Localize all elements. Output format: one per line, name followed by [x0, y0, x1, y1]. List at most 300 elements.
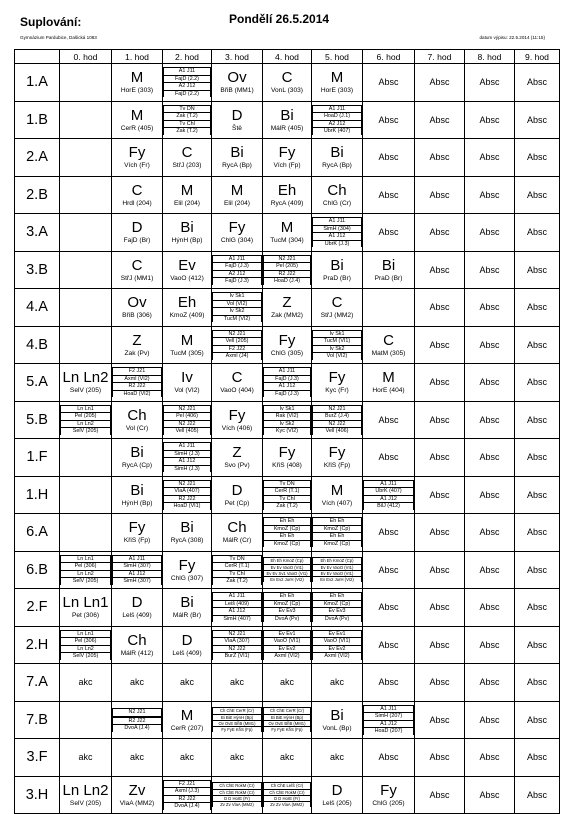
teacher-room-label: KřiS (408) — [272, 462, 302, 470]
split-lesson-cell — [163, 64, 212, 102]
teacher-room-label: VlaA (MM2) — [119, 799, 155, 807]
group-line: Ln Ln1 — [61, 405, 111, 413]
status-cell: Absc — [415, 401, 465, 439]
table-row — [15, 514, 560, 552]
subject-label: M — [180, 331, 194, 349]
group-line: CerR (T.1) — [213, 563, 262, 571]
group-line: ŠimH (407) — [213, 615, 262, 622]
lesson-cell — [212, 364, 263, 402]
table-row — [15, 101, 560, 139]
group-split — [312, 630, 362, 660]
status-cell: Absc — [465, 401, 515, 439]
group-line: Zak (T.2) — [264, 503, 311, 510]
group-line: Ev Ev VaoO (VI1) — [264, 564, 311, 570]
group-line: R2 J22 — [264, 270, 311, 278]
split-lesson-cell — [212, 251, 263, 289]
split-lesson-cell — [212, 589, 263, 627]
teacher-room-label: MálR (Cr) — [222, 537, 252, 545]
split-lesson-cell — [163, 101, 212, 139]
split-lesson-cell — [363, 701, 415, 739]
status-cell: akc — [212, 739, 263, 777]
teacher-room-label: Pet (Cp) — [224, 499, 250, 507]
group-line: HoaD (J.4) — [264, 278, 311, 285]
teacher-room-label: BřiB (MM1) — [220, 87, 254, 95]
split-lesson-cell — [312, 214, 363, 252]
split-lesson-cell — [212, 776, 263, 814]
group-line: Iv Sk1 — [313, 330, 362, 338]
status-cell: Absc — [415, 514, 465, 552]
teacher-room-label: HýnH (Bp) — [171, 237, 203, 245]
subject-label: Bi — [280, 106, 294, 124]
teacher-room-label: HorE (303) — [320, 87, 354, 95]
teacher-room-label: CerR (405) — [120, 124, 154, 132]
lesson-cell — [112, 626, 163, 664]
lesson-cell — [112, 176, 163, 214]
lesson-cell — [312, 776, 363, 814]
empty-cell — [60, 64, 112, 102]
class-label: 3.F — [15, 739, 60, 777]
substitution-table — [14, 49, 560, 814]
status-cell: Absc — [465, 101, 515, 139]
teacher-room-label: KmoZ (409) — [169, 312, 205, 320]
table-row — [15, 439, 560, 477]
status-cell: Absc — [415, 739, 465, 777]
group-split — [212, 707, 262, 732]
lesson-cell — [163, 626, 212, 664]
group-line: Ev Ev2 JurH (VI2) — [264, 576, 311, 582]
group-line: DvoA (Pv) — [313, 615, 362, 622]
group-line: ŠimH (304) — [313, 225, 362, 233]
group-line: FajD (J.3) — [213, 278, 262, 285]
class-label: 5.B — [15, 401, 60, 439]
table-row — [15, 776, 560, 814]
group-line: Ev Ev2 — [264, 645, 311, 653]
group-line: N2 J21 — [113, 709, 162, 717]
split-lesson-cell — [312, 514, 363, 552]
group-line: A1 J11 — [364, 480, 414, 488]
status-cell: Absc — [415, 364, 465, 402]
group-line: A1 J11 — [113, 555, 162, 563]
subject-label: Ov — [127, 294, 147, 312]
group-line: Ch ChE RokM (Cr) — [213, 783, 262, 789]
group-split — [263, 630, 311, 660]
subject-label: Fy — [278, 331, 296, 349]
subject-label: Bi — [230, 144, 244, 162]
lesson-cell — [363, 251, 415, 289]
subject-label: C — [131, 256, 143, 274]
group-split — [60, 630, 111, 660]
group-line: SelV (205) — [61, 578, 111, 585]
group-line: A1 J11 — [313, 218, 362, 226]
column-header: 9. hod — [515, 50, 560, 64]
group-line: Fy FyE KřiS (Fp) — [264, 726, 311, 732]
lesson-cell — [363, 776, 415, 814]
lesson-cell — [112, 401, 163, 439]
subject-label: Fy — [128, 144, 146, 162]
group-line: BurZ (J.4) — [313, 413, 362, 421]
subject-label: M — [180, 706, 194, 724]
group-line: A1 J11 — [164, 443, 211, 451]
status-cell: Absc — [515, 139, 560, 177]
group-split — [263, 480, 311, 510]
lesson-cell — [60, 364, 112, 402]
group-split — [312, 405, 362, 435]
subject-label: Fy — [228, 406, 246, 424]
group-line: Bi BiE HýnH (Bp) — [264, 714, 311, 720]
status-cell: Absc — [415, 776, 465, 814]
teacher-room-label: Lelš (205) — [322, 799, 352, 807]
column-header: 5. hod — [312, 50, 363, 64]
group-line: N2 J21 — [313, 405, 362, 413]
group-line: Fy FyE KřiS (Fp) — [213, 726, 262, 732]
class-label: 1.A — [15, 64, 60, 102]
teacher-room-label: RycA (308) — [170, 537, 204, 545]
lesson-cell — [212, 101, 263, 139]
group-split — [363, 705, 414, 735]
group-line: Tv DN — [264, 480, 311, 488]
group-line: N2 J21 — [213, 630, 262, 638]
group-line: Tv Chl — [264, 495, 311, 503]
group-split — [263, 592, 311, 622]
group-line: HoaD (207) — [364, 728, 414, 735]
lesson-cell — [263, 326, 312, 364]
status-cell: Absc — [363, 589, 415, 627]
subject-label: Bi — [330, 706, 344, 724]
teacher-room-label: KřiS (Fp) — [323, 462, 351, 470]
group-split — [312, 557, 362, 582]
split-lesson-cell — [60, 626, 112, 664]
status-cell: Absc — [515, 176, 560, 214]
teacher-room-label: ChlG (205) — [372, 799, 405, 807]
group-line: ŠimH (J.3) — [164, 450, 211, 458]
status-cell: Absc — [515, 626, 560, 664]
class-label: 6.B — [15, 551, 60, 589]
group-line: Pel (406) — [164, 413, 211, 421]
group-line: Zv Zv VlaA (MM2) — [264, 801, 311, 807]
teacher-room-label: KřiS (Fp) — [123, 537, 151, 545]
empty-cell — [60, 476, 112, 514]
group-line: Zv Zv VlaA (MM2) — [213, 801, 262, 807]
status-cell: Absc — [415, 551, 465, 589]
group-line: N2 J22 — [213, 645, 262, 653]
table-row — [15, 664, 560, 702]
group-line: Ch ChE RokM (Cr) — [264, 789, 311, 795]
status-cell: Absc — [415, 701, 465, 739]
split-lesson-cell — [263, 401, 312, 439]
group-line: Iv Sk2 — [213, 308, 262, 316]
subject-label: D — [231, 106, 243, 124]
status-cell: Absc — [515, 289, 560, 327]
teacher-room-label: Lelš (409) — [122, 612, 152, 620]
status-cell: Absc — [515, 401, 560, 439]
split-lesson-cell — [263, 776, 312, 814]
teacher-room-label: TucM (305) — [170, 349, 204, 357]
group-line: Vol (VI2) — [313, 353, 362, 360]
group-line: F2 J21 — [113, 368, 162, 376]
group-line: BurZ (VI1) — [213, 653, 262, 660]
group-split — [163, 442, 211, 472]
teacher-room-label: Vích (406) — [221, 424, 253, 432]
split-lesson-cell — [60, 551, 112, 589]
split-lesson-cell — [112, 551, 163, 589]
group-line: Iv Sk1 — [213, 293, 262, 301]
lesson-cell — [312, 701, 363, 739]
group-line: VlaA (407) — [164, 488, 211, 496]
group-line: A1 J11 — [213, 593, 262, 601]
class-label: 2.F — [15, 589, 60, 627]
subject-label: Z — [282, 294, 292, 312]
group-line: DvoA (J.4) — [164, 803, 211, 810]
lesson-cell — [163, 326, 212, 364]
status-cell: Absc — [465, 589, 515, 627]
lesson-cell — [163, 214, 212, 252]
subject-label: M — [230, 181, 244, 199]
status-cell: Absc — [515, 739, 560, 777]
group-split — [112, 367, 162, 397]
split-lesson-cell — [312, 589, 363, 627]
group-line: VaoO (VI1) — [264, 638, 311, 646]
group-line: Leiš (409) — [213, 600, 262, 608]
group-line: Axml (J4) — [213, 353, 262, 360]
status-cell: Absc — [465, 626, 515, 664]
table-row — [15, 401, 560, 439]
status-cell: Absc — [465, 176, 515, 214]
class-label: 1.B — [15, 101, 60, 139]
lesson-cell — [263, 64, 312, 102]
corner-cell — [15, 50, 60, 64]
group-line: A1 J12 — [264, 383, 311, 391]
status-cell: Absc — [465, 364, 515, 402]
lesson-cell — [212, 401, 263, 439]
group-line: N2 J22 — [164, 420, 211, 428]
group-line: Eh Eh — [264, 518, 311, 526]
group-line: Eh Eh — [313, 518, 362, 526]
lesson-cell — [112, 514, 163, 552]
group-line: Eh Eh KmoZ (Cp) — [313, 558, 362, 564]
group-line: KmoZ (Cp) — [313, 525, 362, 533]
group-line: Axml (VI2) — [113, 375, 162, 383]
teacher-room-label: ChlG (304) — [220, 237, 254, 245]
status-cell: Absc — [465, 476, 515, 514]
lesson-cell — [163, 551, 212, 589]
group-line: Ev Ev3 — [313, 608, 362, 616]
class-label: 1.F — [15, 439, 60, 477]
lesson-cell — [263, 439, 312, 477]
teacher-room-label: Pet (306) — [71, 612, 100, 620]
group-line: Zak (T.2) — [164, 128, 211, 135]
class-label: 3.B — [15, 251, 60, 289]
teacher-room-label: MálR (405) — [270, 124, 304, 132]
subject-label: C — [281, 69, 293, 87]
teacher-room-label: TucM (304) — [270, 237, 304, 245]
split-lesson-cell — [263, 589, 312, 627]
group-line: Axml (J.3) — [164, 788, 211, 796]
subject-label: M — [130, 69, 144, 87]
class-label: 4.A — [15, 289, 60, 327]
split-lesson-cell — [363, 476, 415, 514]
subject-label: Ln Ln2 — [62, 781, 109, 799]
teacher-room-label: HorE (303) — [120, 87, 154, 95]
teacher-room-label: Ště — [232, 124, 242, 132]
teacher-room-label: SelV (205) — [69, 387, 102, 395]
subject-label: Ch — [327, 181, 347, 199]
lesson-cell — [163, 364, 212, 402]
group-line: FajD (J.3) — [264, 375, 311, 383]
group-split — [312, 517, 362, 547]
subject-label: Bi — [130, 481, 144, 499]
group-line: Tv DN — [164, 105, 211, 113]
teacher-room-label: VonL (Bp) — [322, 724, 352, 732]
subject-label: Z — [232, 444, 242, 462]
group-split — [263, 367, 311, 397]
group-line: A1 J12 — [213, 608, 262, 616]
group-line: A2 J12 — [164, 83, 211, 91]
class-label: 2.B — [15, 176, 60, 214]
teacher-room-label: ChlG (307) — [170, 574, 204, 582]
group-line: A1 J11 — [164, 68, 211, 76]
group-line: VaoO (VI1) — [313, 638, 362, 646]
status-cell: Absc — [415, 64, 465, 102]
status-cell: Absc — [515, 476, 560, 514]
group-line: SelV (205) — [61, 653, 111, 660]
teacher-room-label: HorE (404) — [372, 387, 405, 395]
lesson-cell — [112, 139, 163, 177]
empty-cell — [60, 289, 112, 327]
group-line: N2 J21 — [164, 405, 211, 413]
group-split — [363, 480, 414, 510]
column-header: 7. hod — [415, 50, 465, 64]
subject-label: Bi — [180, 594, 194, 612]
split-lesson-cell — [163, 776, 212, 814]
teacher-room-label: HýnH (Bp) — [121, 499, 153, 507]
status-cell: Absc — [465, 514, 515, 552]
status-cell: Absc — [515, 589, 560, 627]
status-cell: Absc — [415, 289, 465, 327]
group-line: FajD (J.3) — [264, 390, 311, 397]
column-header: 8. hod — [465, 50, 515, 64]
group-line: Axml (VI2) — [264, 653, 311, 660]
class-label: 6.A — [15, 514, 60, 552]
split-lesson-cell — [163, 439, 212, 477]
group-line: Ev Ev3 — [264, 608, 311, 616]
teacher-room-label: RycA (409) — [270, 199, 304, 207]
lesson-cell — [163, 701, 212, 739]
group-line: Rak (VI2) — [264, 413, 311, 421]
empty-cell — [60, 514, 112, 552]
group-split — [212, 292, 262, 322]
group-line: Vell (405) — [164, 428, 211, 435]
group-line: DvoA (Pv) — [264, 615, 311, 622]
group-split — [312, 217, 362, 247]
group-line: UbrK (407) — [313, 128, 362, 135]
status-cell: Absc — [465, 776, 515, 814]
class-label: 4.B — [15, 326, 60, 364]
group-line: Bi BiE HýnH (Bp) — [213, 714, 262, 720]
lesson-cell — [212, 139, 263, 177]
group-split — [212, 555, 262, 585]
status-cell: akc — [60, 739, 112, 777]
group-line: F2 J22 — [213, 345, 262, 353]
group-line: Tv DN — [213, 555, 262, 563]
lesson-cell — [163, 514, 212, 552]
subject-label: Ch — [127, 406, 147, 424]
group-line: Zak (T.2) — [213, 578, 262, 585]
group-split — [112, 555, 162, 585]
class-label: 7.B — [15, 701, 60, 739]
status-cell: akc — [312, 664, 363, 702]
class-label: 3.A — [15, 214, 60, 252]
empty-cell — [60, 139, 112, 177]
lesson-cell — [60, 589, 112, 627]
subject-label: C — [131, 181, 143, 199]
group-line: KmoZ (Cp) — [313, 600, 362, 608]
group-line: Ov OvE BřiB (MM1) — [213, 720, 262, 726]
teacher-room-label: FajD (Br) — [123, 237, 151, 245]
teacher-room-label: Vol (VI2) — [174, 387, 200, 395]
table-row — [15, 364, 560, 402]
status-cell: Absc — [515, 776, 560, 814]
group-line: UbrK (J.3) — [313, 240, 362, 247]
status-cell: Absc — [465, 551, 515, 589]
subject-label: Fy — [380, 781, 397, 799]
table-row — [15, 176, 560, 214]
table-row — [15, 289, 560, 327]
lesson-cell — [163, 176, 212, 214]
status-cell: Absc — [415, 626, 465, 664]
teacher-room-label: Elil (204) — [173, 199, 201, 207]
split-lesson-cell — [312, 626, 363, 664]
group-split — [60, 555, 111, 585]
group-line: Ov OvE BřiB (MM1) — [264, 720, 311, 726]
status-cell: Absc — [415, 476, 465, 514]
status-cell: Absc — [415, 251, 465, 289]
group-line: Iv Sk1 — [264, 405, 311, 413]
group-line: R2 J22 — [164, 795, 211, 803]
split-lesson-cell — [212, 626, 263, 664]
group-line: R2 J22 — [113, 717, 162, 725]
group-line: Tv Chl — [164, 120, 211, 128]
group-line: F2 J21 — [164, 780, 211, 788]
subject-label: C — [331, 294, 343, 312]
group-line: A1 J12 — [164, 458, 211, 466]
status-cell: Absc — [415, 589, 465, 627]
lesson-cell — [312, 64, 363, 102]
table-body — [15, 64, 560, 814]
empty-cell — [60, 251, 112, 289]
class-label: 2.A — [15, 139, 60, 177]
split-lesson-cell — [263, 251, 312, 289]
group-line: FajD (2.2) — [164, 75, 211, 83]
group-split — [212, 782, 262, 807]
lesson-cell — [112, 64, 163, 102]
status-cell: Absc — [363, 176, 415, 214]
status-cell: Absc — [465, 289, 515, 327]
school-name: Gymnázium Pardubice, Dašická 1083 — [20, 35, 97, 40]
lesson-cell — [163, 251, 212, 289]
status-cell: akc — [212, 664, 263, 702]
group-line: KmoZ (Cp) — [313, 540, 362, 547]
group-split — [263, 707, 311, 732]
group-line: Tv Chl — [213, 570, 262, 578]
teacher-room-label: Hrdl (204) — [122, 199, 152, 207]
subject-label: M — [280, 219, 294, 237]
group-line: ŠimH (307) — [113, 563, 162, 571]
lesson-cell — [263, 139, 312, 177]
group-line: Kyc (VI2) — [264, 428, 311, 435]
lesson-cell — [212, 176, 263, 214]
status-cell: Absc — [363, 626, 415, 664]
subject-label: Eh — [277, 181, 297, 199]
